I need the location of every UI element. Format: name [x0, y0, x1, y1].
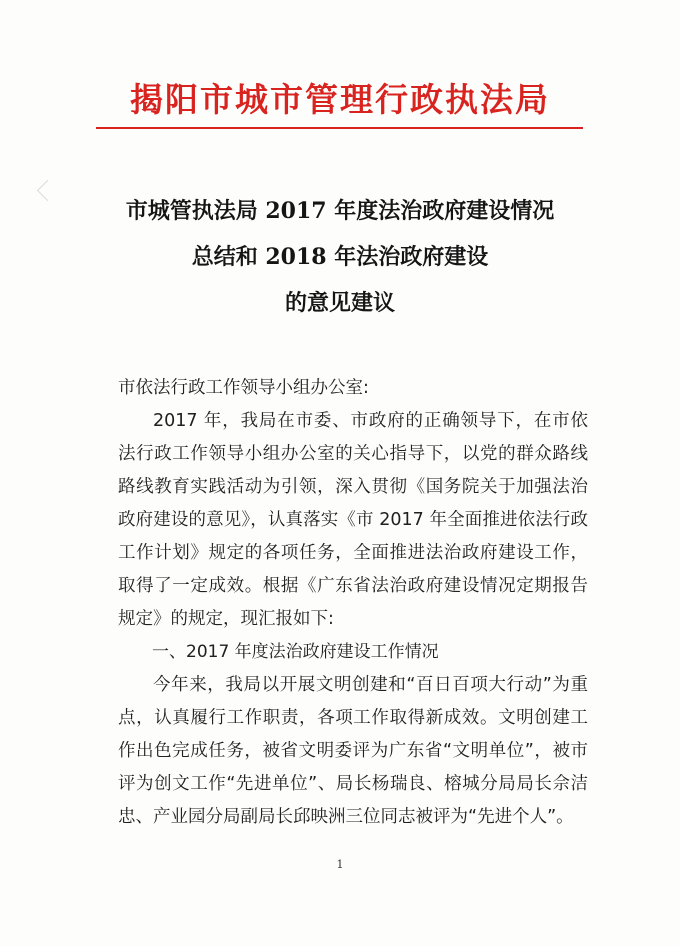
- section-heading-1: 一、2017 年度法治政府建设工作情况: [152, 642, 439, 662]
- paragraph-2: 今年来，我局以开展文明创建和“百日百项大行动”为重点，认真履行工作职责，各项工作取得新成效。文明创建工作出色完成任务，被省文明委评为广东省“文明单位”，被市评为创文工作“先进单位”、局长杨瑞良、榕城分局局长佘洁忠、产业园分局副局长邱映洲三位同志被评为“先进个人”。: [118, 675, 588, 827]
- document-body: [118, 372, 588, 834]
- addressee: 市依法行政工作领导小组办公室:: [118, 378, 369, 398]
- page-number: 1: [336, 858, 344, 871]
- org-title: 揭阳市城市管理行政执法局: [130, 80, 550, 119]
- title-line-1: 市城管执法局 2017 年度法治政府建设情况: [125, 198, 555, 224]
- title-line-3: 的意见建议: [284, 290, 395, 316]
- document-title: [0, 188, 680, 326]
- title-line-2: 总结和 2018 年法治政府建设: [191, 244, 489, 270]
- red-divider: [96, 127, 583, 129]
- paragraph-1: 2017 年，我局在市委、市政府的正确领导下，在市依法行政工作领导小组办公室的关心指导下，以党的群众路线路线教育实践活动为引领，深入贯彻《国务院关于加强法治政府建设的意见》，认真落实《市 2017 年全面推进依法行政工作计划》规定的各项任务，全面推进法治政府建设工作，取得了一定成效。根据《广东省法治政府建设情况定期报告规定》的规定，现汇报如下:: [118, 411, 588, 629]
